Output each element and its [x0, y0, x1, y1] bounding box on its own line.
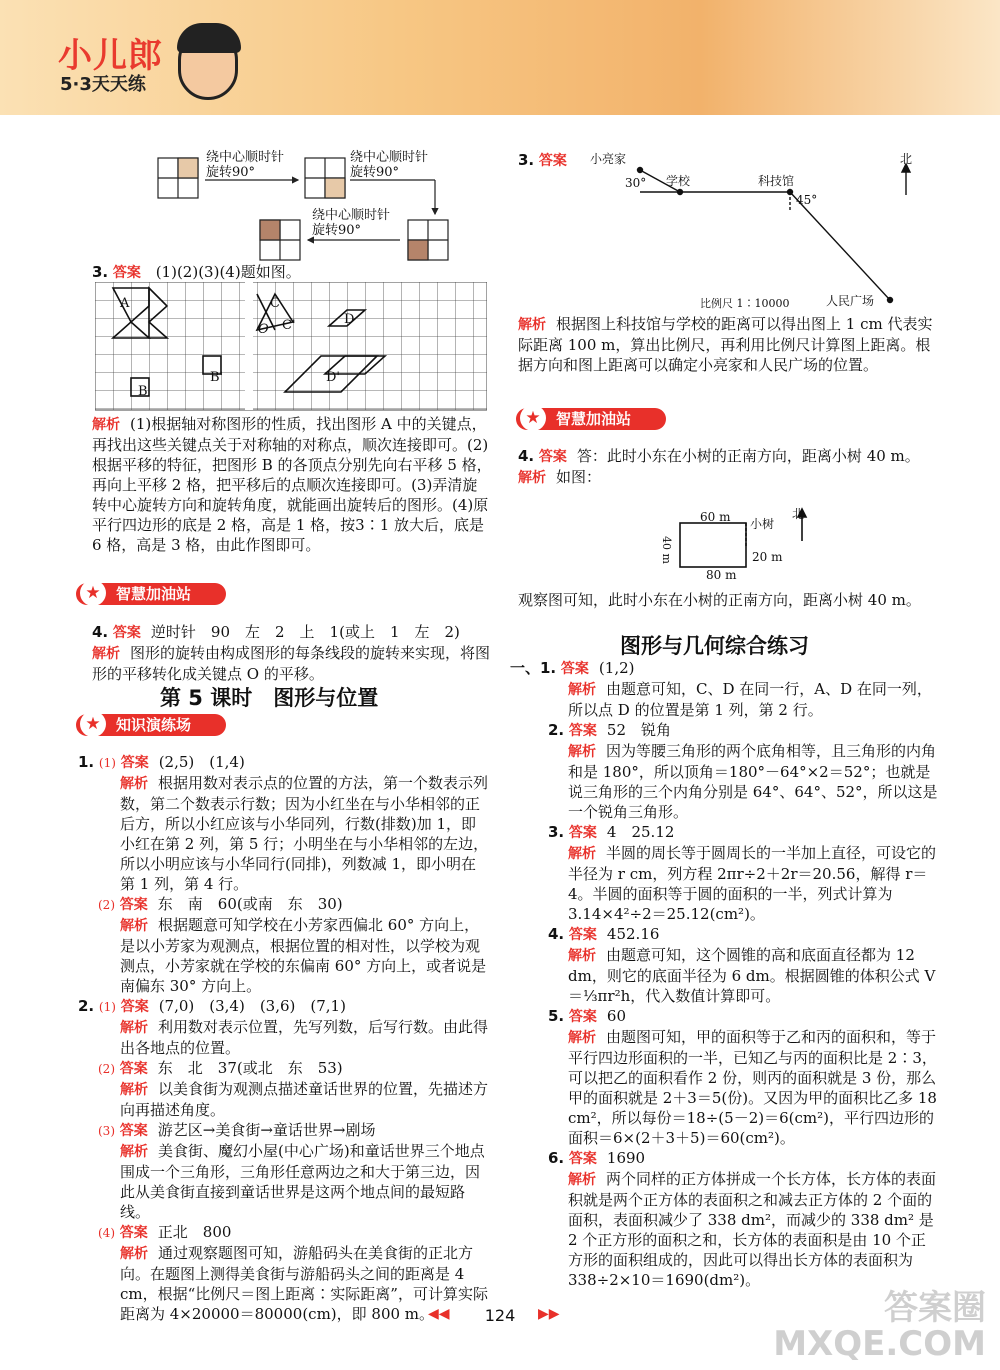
map-north: 北 [900, 152, 913, 166]
answer-tag: 答案 [568, 825, 597, 841]
answer-tag: 答案 [568, 1151, 597, 1167]
explanation-text: 根据用数对表示点的位置的方法，第一个数表示列数，第二个数表示行数；因为小红坐在与小华相邻的正后方，所以小红应该与小华同列，行数(排数)加 1，即小红在第 2 列，第 5 行；小明坐在与小华相邻的左边，所以小明应该与小华同行(同排)，列数减 1，即小明在第 1 列，第 4 行。 [120, 774, 489, 893]
map-home: 小亮家 [590, 152, 627, 166]
answer-text: 452.16 [606, 925, 660, 943]
question-number: 6. [548, 1149, 565, 1167]
answer-text: 东 北 37(或北 东 53) [157, 1059, 343, 1077]
rotate-label-3: 绕中心顺时针 旋转90° [312, 208, 391, 238]
explanation-text: 图形的旋转由构成图形的每条线段的旋转来实现，将图形的平移转化成关键点 O 的平移。 [92, 644, 491, 683]
section-band-wisdom [76, 583, 226, 605]
explanation-text: 因为等腰三角形的两个底角相等，且三角形的内角和是 180°，所以顶角＝180°－64°×2＝52°；也就是说三角形的三个内角分别是 64°、64°、52°，所以这是一个锐角三角形。 [568, 742, 938, 821]
rotate-label-1: 绕中心顺时针 旋转90° [206, 150, 285, 180]
grid-label-O: O [258, 322, 269, 337]
answer-text: (1)(2)(3)(4)题如图。 [155, 263, 301, 281]
explanation-tag: 解析 [120, 1082, 148, 1098]
explanation-tag: 解析 [568, 1172, 596, 1188]
grid-label-Bp: B' [210, 370, 224, 385]
grid-label-Dp: D' [326, 370, 340, 385]
q4-right [518, 446, 938, 488]
question-number: 2. [78, 997, 95, 1015]
left-qa-block [78, 752, 490, 1324]
q4-conclusion: 观察图可知，此时小东在小树的正南方向，距离小树 40 m。 [518, 591, 921, 609]
explanation-tag: 解析 [120, 1020, 148, 1036]
q4-left [92, 622, 492, 684]
section-band-practice [76, 714, 226, 736]
map-angle-30: 30° [625, 176, 647, 190]
sub-tag: (4) [98, 1226, 115, 1240]
answer-text: 52 锐角 [606, 721, 672, 739]
explanation-tag: 解析 [92, 646, 120, 662]
explanation-tag: 解析 [568, 1030, 596, 1046]
page-header [0, 0, 1000, 115]
question-number: 4. [548, 925, 565, 943]
explanation-tag: 解析 [92, 417, 120, 433]
sub-tag: (3) [98, 1124, 115, 1138]
explanation-text: 根据图上科技馆与学校的距离可以得出图上 1 cm 代表实际距离 100 m，算出比例尺，再利用比例尺计算图上距离。根据方向和图上距离可以确定小亮家和人民广场的位置。 [518, 315, 933, 374]
next-arrow-icon: ▶▶ [538, 1306, 560, 1322]
explanation-text: 以美食街为观测点描述童话世界的位置，先描述方向再描述角度。 [120, 1080, 489, 1119]
grid-label-B: B [138, 384, 148, 399]
explanation-text: 由题意可知，这个圆锥的高和底面直径都为 12 dm，则它的底面半径为 6 dm。根据圆锥的体积公式 V＝⅓πr²h，代入数值计算即可。 [568, 946, 936, 1005]
band-label: 智慧加油站 [556, 410, 632, 428]
answer-tag: 答案 [112, 625, 141, 641]
brand-subtitle: 5·3天天练 [60, 74, 146, 95]
answer-text: 1690 [606, 1149, 646, 1167]
question-number: 4. [518, 447, 535, 465]
rect-top-label: 60 m [700, 510, 731, 524]
explanation-text: 美食街、魔幻小屋(中心广场)和童话世界三个地点围成一个三角形，三角形任意两边之和大于第三边，因此从美食街直接到童话世界是这两个地点间的最短路线。 [120, 1142, 485, 1221]
q3-answer-line [92, 262, 492, 283]
answer-text: 60 [606, 1007, 627, 1025]
star-icon: ★ [80, 580, 106, 606]
question-number: 5. [548, 1007, 565, 1025]
answer-tag: 答案 [112, 265, 141, 281]
rect-north-label: 北 [792, 507, 805, 521]
star-icon: ★ [520, 405, 546, 431]
grid-figure [95, 282, 487, 412]
answer-text: 正北 800 [157, 1223, 232, 1241]
question-number: 2. [548, 721, 565, 739]
answer-text: (2,5) (1,4) [158, 753, 245, 771]
answer-text: 4 25.12 [606, 823, 675, 841]
answer-text: (7,0) (3,4) (3,6) (7,1) [158, 997, 346, 1015]
explanation-text: 半圆的周长等于圆周长的一半加上直径，可设它的半径为 r cm，列方程 2πr÷2＋2r＝20.56，解得 r＝4。半圆的面积等于圆的面积的一半，列式计算为 3.14×4²÷2＝25.12(cm²)。 [568, 844, 937, 923]
explanation-tag: 解析 [518, 470, 546, 486]
watermark: 答案圈 MXQE.COM [773, 1288, 986, 1364]
answer-tag: 答案 [538, 153, 567, 169]
answer-text: 东 南 60(或南 东 30) [157, 895, 343, 913]
sub-tag: (2) [98, 898, 115, 912]
star-icon: ★ [80, 711, 106, 737]
grid-label-C: C [270, 296, 280, 311]
map-tech: 科技馆 [758, 174, 795, 188]
grid-label-Cp: C' [282, 318, 296, 333]
explanation-text: 由题意可知，C、D 在同一行，A、D 在同一列，所以点 D 的位置是第 1 列，第 2 行。 [568, 680, 932, 719]
answer-tag: 答案 [119, 1123, 148, 1139]
map-scale: 比例尺 1∶10000 [700, 297, 790, 310]
explanation-tag: 解析 [568, 744, 596, 760]
q3-right-explanation [518, 314, 938, 375]
answer-tag: 答案 [568, 927, 597, 943]
question-number: 一、1. [510, 659, 557, 677]
answer-text: 逆时针 90 左 2 上 1(或上 1 左 2) [150, 623, 460, 641]
page-number: 124 [484, 1306, 516, 1325]
explanation-tag: 解析 [518, 317, 546, 333]
map-square: 人民广场 [826, 294, 875, 308]
explanation-tag: 解析 [120, 918, 148, 934]
rect-bottom-label: 80 m [706, 568, 737, 582]
answer-text: 答：此时小东在小树的正南方向，距离小树 40 m。 [576, 447, 920, 465]
brand-logo: 小儿郎 [58, 36, 163, 76]
band-label: 知识演练场 [116, 716, 192, 734]
answer-tag: 答案 [568, 723, 597, 739]
question-number: 3. [92, 263, 109, 281]
explanation-tag: 解析 [568, 846, 596, 862]
answer-text: (1,2) [598, 659, 635, 677]
explanation-tag: 解析 [568, 682, 596, 698]
answer-tag: 答案 [120, 999, 149, 1015]
question-number: 3. [518, 151, 535, 169]
explanation-text: 通过观察题图可知，游船码头在美食街的正北方向。在题图上测得美食街与游船码头之间的距离是 4 cm，根据“比例尺＝图上距离∶实际距离”，可计算实际距离为 4×20000＝80000(cm)，即 800 m。 [120, 1244, 488, 1323]
explanation-text: 如图： [556, 468, 602, 486]
grid-label-D: D [344, 312, 355, 327]
map-angle-45: 45° [796, 193, 818, 207]
question-number: 1. [78, 753, 95, 771]
explanation-tag: 解析 [568, 948, 596, 964]
section-band-wisdom-right [516, 408, 666, 430]
explanation-text: 根据题意可知学校在小芳家西偏北 60° 方向上，是以小芳家为观测点，根据位置的相对性，以学校为观测点，小芳家就在学校的东偏南 60° 方向上，或者说是南偏东 30° 方向上。 [120, 916, 487, 995]
right-qa-block [510, 658, 938, 1290]
sub-tag: (1) [98, 1000, 116, 1014]
answer-text: 游艺区→美食街→童话世界→剧场 [157, 1121, 376, 1139]
sub-tag: (1) [98, 756, 116, 770]
answer-tag: 答案 [560, 661, 589, 677]
explanation-text: 两个同样的正方体拼成一个长方体，长方体的表面积就是两个正方体的表面积之和减去正方体的 2 个面的面积，表面积减少了 338 dm²，而减少的 338 dm² 是 2 个正方形的面积之和，长方体的表面积是由 10 个正方形的面积组成的，因此可以得出长方体的表面积为 338÷2×10＝1690(dm²)。 [568, 1170, 937, 1289]
explanation-tag: 解析 [120, 1246, 148, 1262]
section-title: 图形与几何综合练习 [620, 634, 809, 658]
answer-tag: 答案 [538, 449, 567, 465]
answer-tag: 答案 [119, 1225, 148, 1241]
map-school: 学校 [666, 174, 691, 188]
explanation-text: 利用数对表示位置，先写列数，后写行数。由此得出各地点的位置。 [120, 1018, 489, 1057]
lesson-title: 第 5 课时 图形与位置 [160, 686, 379, 710]
question-number: 3. [548, 823, 565, 841]
answer-tag: 答案 [120, 755, 149, 771]
band-label: 智慧加油站 [116, 585, 192, 603]
answer-tag: 答案 [119, 897, 148, 913]
rect-tree-label: 小树 [750, 517, 775, 531]
mascot-icon [178, 30, 238, 100]
explanation-text: 由题图可知，甲的面积等于乙和丙的面积和，等于平行四边形面积的一半，已知乙与丙的面积比是 2∶3，可以把乙的面积看作 2 份，则丙的面积就是 3 份，那么甲的面积就是 2＋3＝5(份)。又因为甲的面积比乙多 18 cm²，所以每份＝18÷(5－2)＝6(cm²)，平行四边形的面积＝6×(2＋3＋5)＝60(cm²)。 [568, 1028, 937, 1147]
rect-left-label: 40 m [660, 536, 673, 564]
answer-tag: 答案 [119, 1061, 148, 1077]
q3-explanation [92, 414, 492, 555]
sub-tag: (2) [98, 1062, 115, 1076]
rotate-label-2: 绕中心顺时针 旋转90° [350, 150, 429, 180]
explanation-text: (1)根据轴对称图形的性质，找出图形 A 中的关键点，再找出这些关键点关于对称轴的对称点，顺次连接即可。(2)根据平移的特征，把图形 B 的各顶点分别先向右平移 5 格，再向上平移 2 格，把平移后的点顺次连接即可。(3)弄清旋转中心旋转方向和旋转角度，就能画出旋转后的图形。(4)原平行四边形的底是 2 格，高是 1 格，按3∶1 放大后，底是 6 格，高是 3 格，由此作图即可。 [92, 415, 492, 554]
grid-label-A: A [120, 296, 130, 311]
explanation-tag: 解析 [120, 776, 148, 792]
question-number: 4. [92, 623, 109, 641]
prev-arrow-icon: ◀◀ [428, 1306, 450, 1322]
explanation-tag: 解析 [120, 1144, 148, 1160]
answer-tag: 答案 [568, 1009, 597, 1025]
rect-right-label: 20 m [752, 550, 783, 564]
